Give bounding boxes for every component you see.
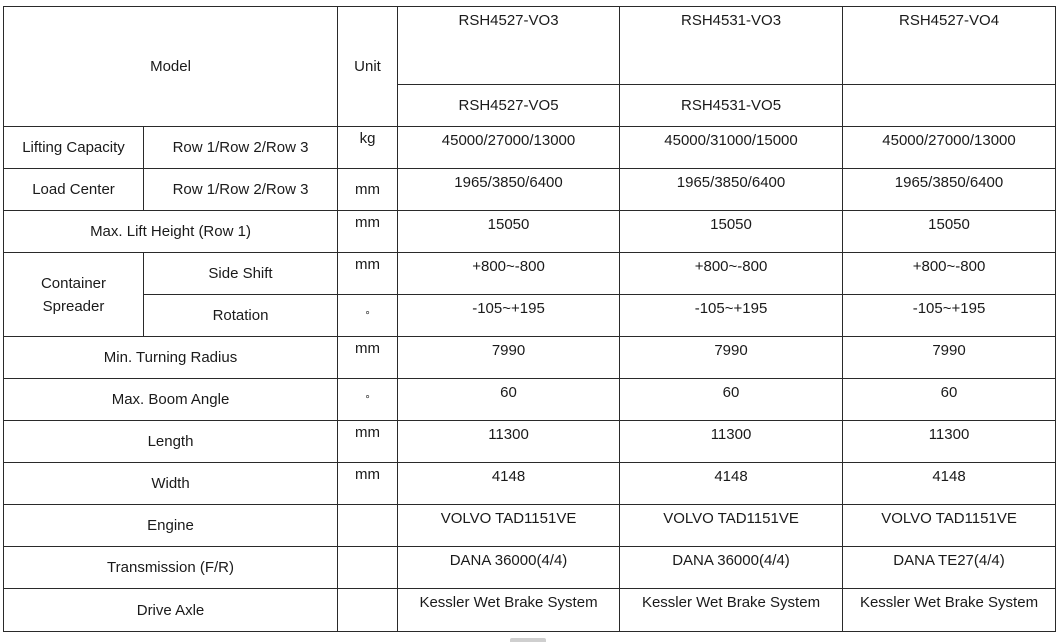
spec-value: -105~+195	[620, 295, 843, 337]
table-row-min-turning-radius	[4, 337, 1056, 379]
scroll-handle	[510, 638, 546, 642]
table-row-rotation	[4, 295, 1056, 337]
spec-sublabel: Rotation	[144, 295, 338, 337]
table-row-max-lift-height	[4, 211, 1056, 253]
spec-value: 7990	[620, 337, 843, 379]
model-name: RSH4527-VO4	[843, 7, 1056, 85]
spec-value: 45000/31000/15000	[620, 127, 843, 169]
spec-unit: °	[338, 379, 398, 421]
spec-value: VOLVO TAD1151VE	[843, 505, 1056, 547]
spec-label: Drive Axle	[4, 589, 338, 632]
table-row-width	[4, 463, 1056, 505]
spec-unit: mm	[338, 211, 398, 253]
spec-value: 1965/3850/6400	[398, 169, 620, 211]
spec-unit: mm	[338, 421, 398, 463]
spec-value: 60	[398, 379, 620, 421]
model-name: RSH4527-VO5	[398, 85, 620, 127]
spec-value: 7990	[398, 337, 620, 379]
spec-sublabel: Row 1/Row 2/Row 3	[144, 127, 338, 169]
spec-value: Kessler Wet Brake System	[843, 589, 1056, 632]
spec-value: 1965/3850/6400	[620, 169, 843, 211]
spec-value: 45000/27000/13000	[398, 127, 620, 169]
spec-label: Max. Lift Height (Row 1)	[4, 211, 338, 253]
spec-value: 1965/3850/6400	[843, 169, 1056, 211]
spec-value: 60	[620, 379, 843, 421]
table-row-drive-axle	[4, 589, 1056, 632]
spec-value: DANA 36000(4/4)	[620, 547, 843, 589]
spec-label-line: Container	[40, 274, 107, 292]
spec-value: 15050	[843, 211, 1056, 253]
spec-unit: mm	[338, 169, 398, 211]
spec-label: Transmission (F/R)	[4, 547, 338, 589]
spec-label: Min. Turning Radius	[4, 337, 338, 379]
table-row-load-center	[4, 169, 1056, 211]
spec-label: Width	[4, 463, 338, 505]
spec-value: VOLVO TAD1151VE	[620, 505, 843, 547]
spec-value: 7990	[843, 337, 1056, 379]
spec-value: VOLVO TAD1151VE	[398, 505, 620, 547]
spec-value: +800~-800	[398, 253, 620, 295]
spec-label: Load Center	[4, 169, 144, 211]
spec-value: DANA TE27(4/4)	[843, 547, 1056, 589]
spec-value: -105~+195	[398, 295, 620, 337]
model-name-empty	[843, 85, 1056, 127]
model-name: RSH4531-VO5	[620, 85, 843, 127]
spec-label-line: Spreader	[42, 297, 105, 315]
spec-unit	[338, 589, 398, 632]
unit-header: Unit	[338, 7, 398, 127]
spec-value: 11300	[843, 421, 1056, 463]
spec-value: Kessler Wet Brake System	[398, 589, 620, 632]
table-row-transmission	[4, 547, 1056, 589]
spec-unit: mm	[338, 463, 398, 505]
spec-value: 4148	[843, 463, 1056, 505]
model-name: RSH4527-VO3	[398, 7, 620, 85]
spec-value: +800~-800	[843, 253, 1056, 295]
spec-value: 15050	[398, 211, 620, 253]
spec-unit: mm	[338, 253, 398, 295]
spec-label: Engine	[4, 505, 338, 547]
header-row-1	[4, 7, 1056, 85]
spec-unit: mm	[338, 337, 398, 379]
spec-unit	[338, 505, 398, 547]
model-name: RSH4531-VO3	[620, 7, 843, 85]
spec-value: 45000/27000/13000	[843, 127, 1056, 169]
spec-value: 11300	[620, 421, 843, 463]
table-row-engine	[4, 505, 1056, 547]
spec-label: Max. Boom Angle	[4, 379, 338, 421]
spec-value: -105~+195	[843, 295, 1056, 337]
spec-value: 4148	[398, 463, 620, 505]
spec-table	[3, 6, 1056, 632]
table-row-lifting-capacity	[4, 127, 1056, 169]
spec-label: Length	[4, 421, 338, 463]
spec-value: 60	[843, 379, 1056, 421]
table-row-side-shift	[4, 253, 1056, 295]
table-row-max-boom-angle	[4, 379, 1056, 421]
spec-unit: °	[338, 295, 398, 337]
spec-label: Lifting Capacity	[4, 127, 144, 169]
spec-sublabel: Side Shift	[144, 253, 338, 295]
spec-value: +800~-800	[620, 253, 843, 295]
spec-unit: kg	[338, 127, 398, 169]
spec-value: Kessler Wet Brake System	[620, 589, 843, 632]
spec-sublabel: Row 1/Row 2/Row 3	[144, 169, 338, 211]
model-header: Model	[4, 7, 338, 127]
spec-value: 15050	[620, 211, 843, 253]
spec-value: DANA 36000(4/4)	[398, 547, 620, 589]
spec-value: 4148	[620, 463, 843, 505]
spec-unit	[338, 547, 398, 589]
table-row-length	[4, 421, 1056, 463]
spec-value: 11300	[398, 421, 620, 463]
spec-label-container-spreader	[4, 253, 144, 337]
